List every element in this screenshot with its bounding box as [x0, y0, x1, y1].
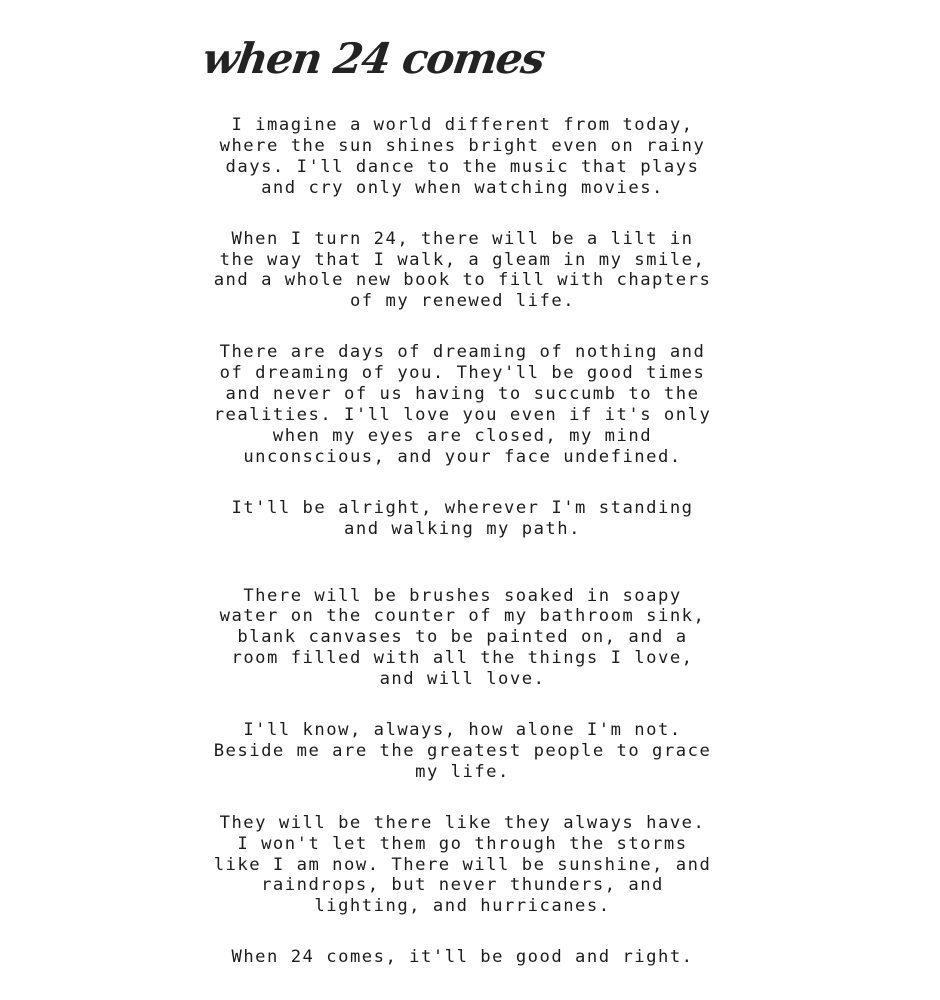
- stanza-1: I imagine a world different from today, where the sun shines bright even on rainy days. I'll dance to the music that plays and cry only when watching movies.: [219, 115, 706, 198]
- stanza-5: There will be brushes soaked in soapy water on the counter of my bathroom sink, blank canvases to be painted on, and a room filled with all the things I love, and will love.: [219, 585, 706, 690]
- stanza-4: It'll be alright, wherever I'm standing and walking my path.: [231, 497, 694, 539]
- stanza-2: When I turn 24, there will be a lilt in the way that I walk, a gleam in my smile, and a whole new book to fill with chapters of my renewed life.: [213, 228, 712, 312]
- stanza-3: There are days of dreaming of nothing and of dreaming of you. They'll be good times and never of us having to succumb to the realities. I'll love you even if it's only when my eyes are closed, my mind unconscious, and your face undefined.: [213, 342, 712, 467]
- stanza-8: When 24 comes, it'll be good and right.: [231, 947, 694, 968]
- poem-title: when 24 comes: [199, 34, 548, 83]
- stanza-7: They will be there like they always have. I won't let them go through the storms like I am now. There will be sunshine, and raindrops, but never thunders, and lighting, and hurricanes.: [213, 812, 712, 917]
- stanza-6: I'll know, always, how alone I'm not. Beside me are the greatest people to grace my life.: [213, 720, 712, 782]
- poem-body: [170, 115, 755, 968]
